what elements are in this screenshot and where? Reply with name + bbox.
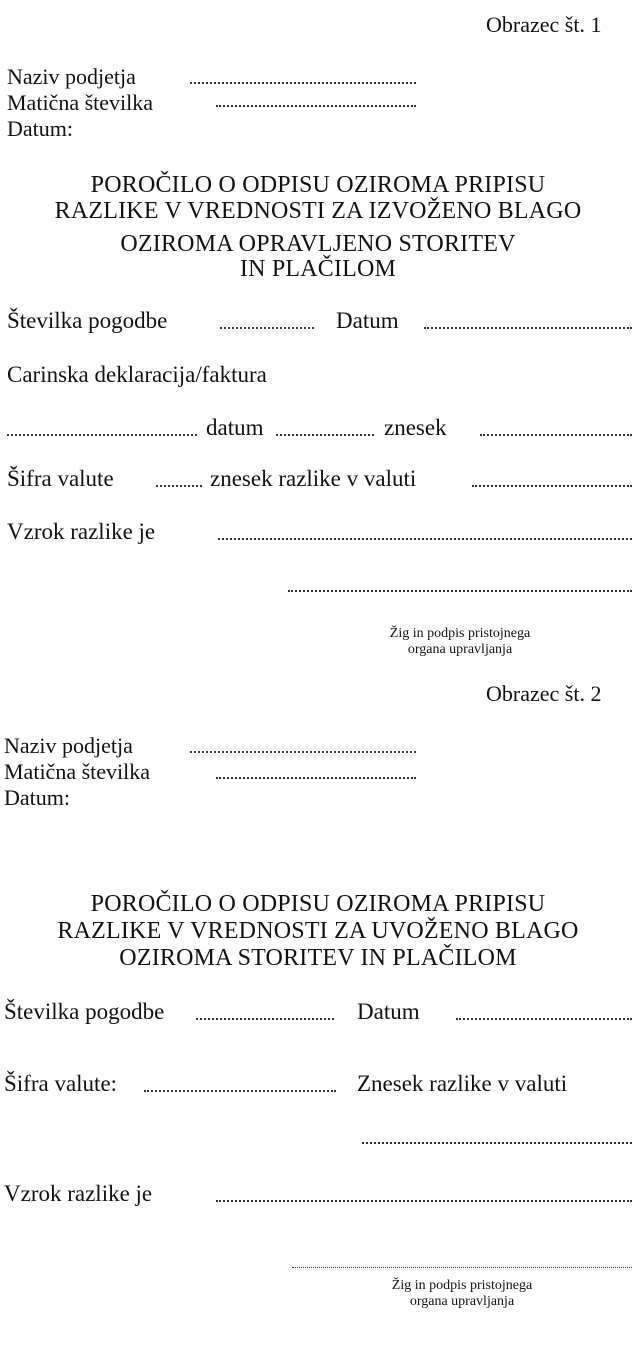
date-label: Datum:	[4, 785, 70, 810]
amount-label: znesek	[384, 415, 447, 440]
contract-number-label: Številka pogodbe	[7, 308, 168, 333]
difference-reason-label: Vzrok razlike je	[4, 1181, 153, 1206]
contract-number-label: Številka pogodbe	[4, 999, 165, 1024]
stamp-signature-caption	[362, 1278, 562, 1310]
difference-reason-field[interactable]	[216, 1200, 632, 1202]
difference-reason-label: Vzrok razlike je	[7, 519, 156, 544]
contract-number-field[interactable]	[220, 327, 314, 329]
stamp-caption-line-1: Žig in podpis pristojnega	[391, 1278, 533, 1293]
contract-date-field[interactable]	[456, 1018, 632, 1020]
stamp-caption-line-1: Žig in podpis pristojnega	[389, 626, 531, 641]
contract-date-label: Datum	[357, 999, 420, 1024]
contract-date-field[interactable]	[424, 327, 632, 329]
difference-amount-field[interactable]	[472, 485, 632, 487]
currency-code-label: Šifra valute	[7, 466, 114, 491]
difference-reason-field-continued[interactable]	[288, 590, 632, 592]
declaration-date-label: datum	[206, 415, 264, 440]
stamp-signature-caption	[360, 626, 560, 658]
amount-field[interactable]	[480, 434, 632, 436]
currency-code-field[interactable]	[156, 485, 202, 487]
report-title-line-3: OZIROMA STORITEV IN PLAČILOM	[119, 945, 517, 971]
report-title-line-1: POROČILO O ODPISU OZIROMA PRIPISU	[90, 891, 546, 917]
currency-code-label: Šifra valute:	[4, 1071, 118, 1096]
company-name-label: Naziv podjetja	[7, 64, 136, 89]
company-name-label: Naziv podjetja	[4, 733, 133, 758]
company-name-field[interactable]	[190, 82, 416, 84]
contract-number-field[interactable]	[196, 1018, 334, 1020]
date-label: Datum:	[7, 116, 73, 141]
registration-number-field[interactable]	[216, 105, 416, 107]
report-title-line-2: RAZLIKE V VREDNOSTI ZA UVOŽENO BLAGO	[57, 918, 579, 944]
report-title-line-2: RAZLIKE V VREDNOSTI ZA IZVOŽENO BLAGO	[54, 198, 582, 224]
registration-number-label: Matična številka	[4, 759, 151, 784]
difference-amount-field[interactable]	[362, 1142, 632, 1144]
registration-number-field[interactable]	[216, 777, 416, 779]
registration-number-label: Matična številka	[7, 90, 154, 115]
report-title-line-4: IN PLAČILOM	[239, 256, 397, 282]
report-title-line-1: POROČILO O ODPISU OZIROMA PRIPISU	[90, 172, 546, 198]
customs-declaration-field[interactable]	[7, 434, 197, 436]
difference-reason-field[interactable]	[218, 538, 632, 540]
stamp-caption-line-2: organa upravljanja	[409, 1294, 515, 1310]
difference-amount-label: Znesek razlike v valuti	[357, 1071, 568, 1096]
contract-date-label: Datum	[336, 308, 399, 333]
report-title-line-3: OZIROMA OPRAVLJENO STORITEV	[120, 231, 516, 257]
customs-declaration-label: Carinska deklaracija/faktura	[7, 362, 267, 387]
difference-amount-label: znesek razlike v valuti	[210, 466, 417, 491]
stamp-caption-line-2: organa upravljanja	[407, 642, 513, 658]
signature-line[interactable]	[292, 1267, 632, 1268]
form-number: Obrazec št. 1	[486, 12, 602, 37]
declaration-date-field[interactable]	[276, 434, 374, 436]
currency-code-field[interactable]	[144, 1090, 336, 1092]
company-name-field[interactable]	[190, 751, 416, 753]
form-number: Obrazec št. 2	[486, 681, 602, 706]
